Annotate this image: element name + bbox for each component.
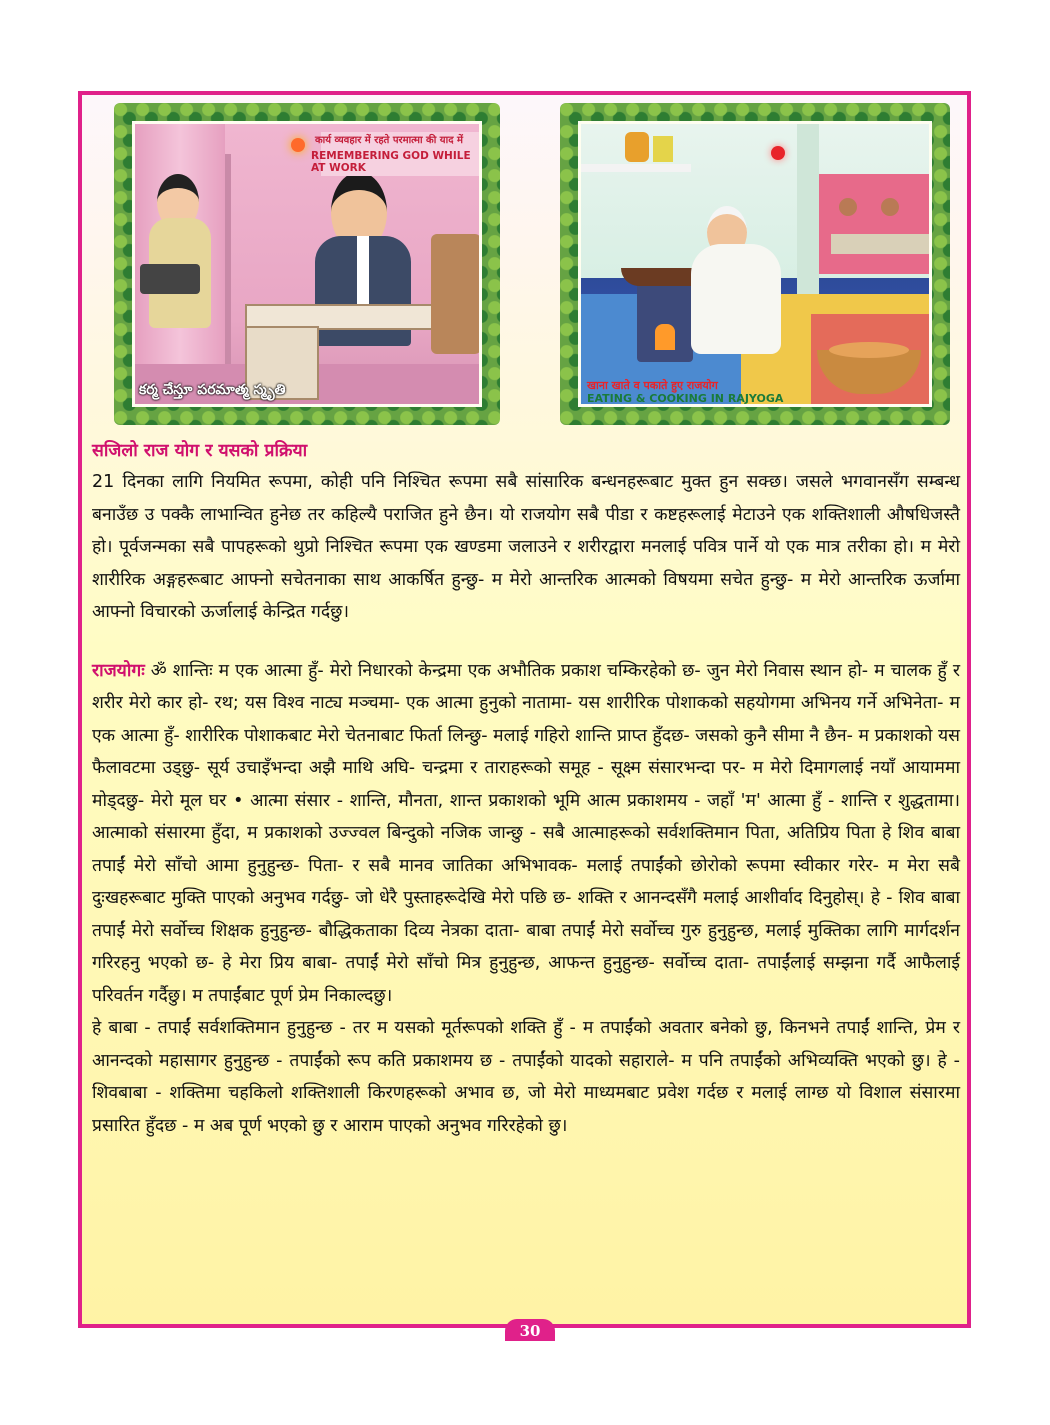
page-frame	[78, 91, 971, 1340]
illustration-left-caption-hindi: कार्य व्यवहार में रहते परमात्मा की याद में	[315, 135, 463, 146]
soul-light-icon	[771, 146, 785, 160]
illustration-left-caption-english: REMEMBERING GOD WHILE AT WORK	[311, 150, 471, 174]
soul-light-icon	[291, 138, 305, 152]
illustration-right-caption-hindi: खाना खाते व पकाते हुए राजयोग	[587, 379, 718, 392]
section-heading: सजिलो राज योग र यसको प्रक्रिया	[92, 441, 308, 461]
paragraph-baba: हे बाबा - तपाईं सर्वशक्तिमान हुनुहुन्छ - तर म यसको मूर्तरूपको शक्ति हुँ - म तपाईंको अवतार बनेको छु, किनभने तपाईं शान्ति, प्रेम र आनन्दको महासागर हुनुहुन्छ - तपाईंको रूप कति प्रकाशमय छ - तपाईंको यादको सहाराले- म पनि तपाईंको अभिव्यक्ति भएको छु। हे - शिवबाबा - शक्तिमा चहकिलो शक्तिशाली किरणहरूको अभाव छ, जो मेरो माध्यमबाट प्रवेश गर्दछ र मलाई लाग्छ यो विशाल संसारमा प्रसारित हुँदछ - म अब पूर्ण भएको छु र आराम पाएको अनुभव गरिरहेको छु।	[92, 1018, 960, 1136]
rajyog-label: राजयोगः	[92, 660, 145, 681]
illustration-frame-right	[560, 103, 950, 425]
illustration-left	[132, 121, 482, 407]
page-number: 30	[505, 1319, 555, 1341]
paragraph-intro: 21 दिनका लागि नियमित रूपमा, कोही पनि निश्चित रूपमा सबै सांसारिक बन्धनहरूबाट मुक्त हुन सक्छ। जसले भगवानसँग सम्बन्ध बनाउँछ उ पक्कै लाभान्वित हुनेछ तर कहिल्यै पराजित हुने छैन। यो राजयोग सबै पीडा र कष्टहरूलाई मेटाउने एक शक्तिशाली औषधिजस्तै हो। पूर्वजन्मका सबै पापहरूको थुप्रो निश्चित रूपमा एक खण्डमा जलाउने र शरीरद्वारा मनलाई पवित्र पार्ने यो एक मात्र तरीका हो। म मेरो शारीरिक अङ्गहरूबाट आफ्नो सचेतनाका साथ आकर्षित हुन्छु- म मेरो आन्तरिक आत्मको विषयमा सचेत हुन्छु- म मेरो आन्तरिक ऊर्जामा आफ्नो विचारको ऊर्जालाई केन्द्रित गर्दछु।	[92, 472, 960, 622]
rajyog-text: ॐ शान्तिः म एक आत्मा हुँ- मेरो निधारको केन्द्रमा एक अभौतिक प्रकाश चम्किरहेको छ- जुन मेरो निवास स्थान हो- म चालक हुँ र शरीर मेरो कार हो- रथ; यस विश्व नाट्य मञ्चमा- एक आत्मा हुनुको नातामा- यस शारीरिक पोशाकको सहयोगमा अभिनय गर्ने अभिनेता- म एक आत्मा हुँ- शारीरिक पोशाकबाट मेरो चेतनाबाट फिर्ता लिन्छु- मलाई गहिरो शान्ति प्राप्त हुँदछ- जसको कुनै सीमा नै छैन- म प्रकाशको यस फैलावटमा उड्छु- सूर्य उचाइँभन्दा अझै माथि अघि- चन्द्रमा र ताराहरूको समूह - सूक्ष्म संसारभन्दा पर- म मेरो दिमागलाई नयाँ आयाममा मोड्दछु- मेरो मूल घर • आत्मा संसार - शान्ति, मौनता, शान्त प्रकाशको भूमि आत्म प्रकाशमय - जहाँ 'म' आत्मा हुँ - शान्ति र शुद्धतामा। आत्माको संसारमा हुँदा, म प्रकाशको उज्ज्वल बिन्दुको नजिक जान्छु - सबै आत्माहरूको सर्वशक्तिमान पिता, अतिप्रिय पिता हे शिव बाबा तपाईं मेरो साँचो आमा हुनुहुन्छ- पिता- र सबै मानव जातिका अभिभावक- मलाई तपाईंको छोरोको रूपमा स्वीकार गरेर- म मेरा सबै दुःखहरूबाट मुक्ति पाएको अनुभव गर्दछु- जो धेरै पुस्ताहरूदेखि मेरो पछि छ- शक्ति र आनन्दसँगै मलाई आशीर्वाद दिनुहोस्। हे - शिव बाबा तपाईं मेरो सर्वोच्च शिक्षक हुनुहुन्छ- बौद्धिकताका दिव्य नेत्रका दाता- बाबा तपाईं मेरो सर्वोच्च गुरु हुनुहुन्छ, मलाई मुक्तिका लागि मार्गदर्शन गरिरहनु भएको छ- हे मेरा प्रिय बाबा- तपाईं मेरो साँचो मित्र हुनुहुन्छ, आफन्त हुनुहुन्छ- सर्वोच्च दाता- तपाईंलाई सम्झना गर्दै आफैलाई परिवर्तन गर्दैछु। म तपाईंबाट पूर्ण प्रेम निकाल्दछु।	[92, 660, 960, 1006]
illustration-left-caption-bottom: కర్మ చేస్తూ పరమాత్మ స్మృతి	[139, 382, 286, 398]
illustration-frame-left	[114, 103, 500, 425]
paragraph-rajyog	[92, 655, 960, 1013]
illustration-right	[578, 121, 932, 407]
article-body	[92, 436, 960, 1142]
illustration-right-caption-english: EATING & COOKING IN RAJYOGA	[587, 392, 784, 405]
stove	[637, 282, 693, 362]
